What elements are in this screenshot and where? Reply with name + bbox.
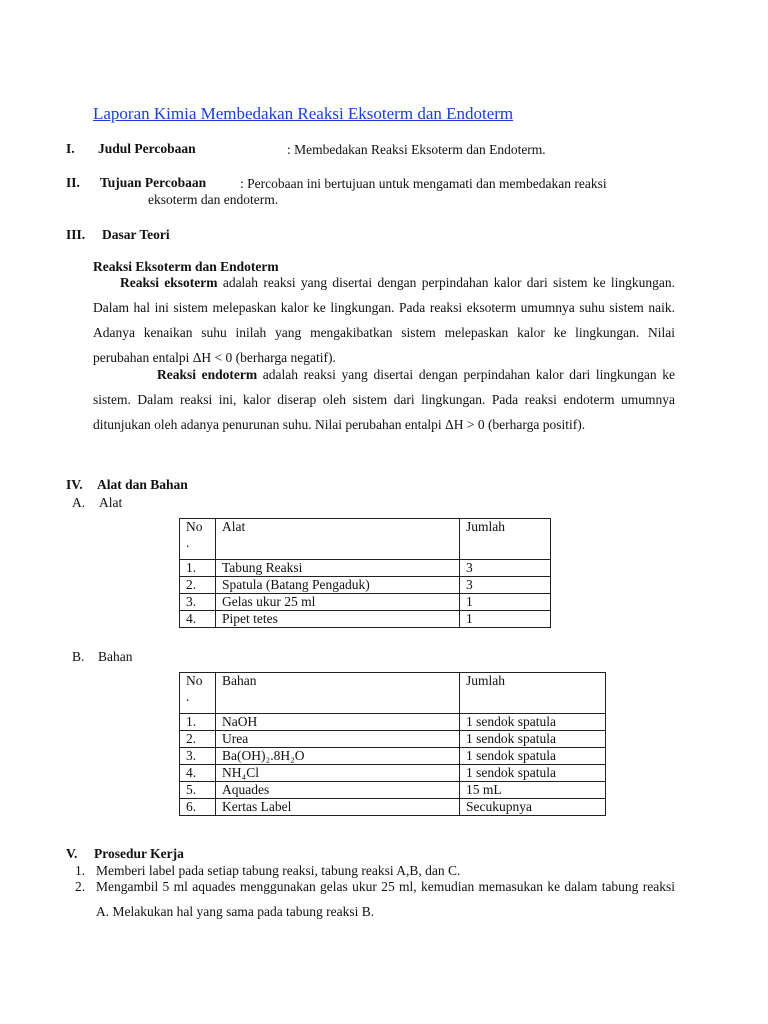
theory-paragraph-1	[93, 270, 675, 370]
section-5-label: Prosedur Kerja	[94, 846, 184, 861]
header-alat: Alat	[216, 519, 460, 560]
section-3-number: III.	[66, 227, 86, 242]
table-row: 1. Tabung Reaksi 3	[180, 560, 551, 577]
theory-subtitle: Reaksi Eksoterm dan Endoterm	[93, 259, 279, 274]
section-1-number: I.	[66, 141, 75, 156]
alat-label: Alat	[99, 495, 123, 510]
section-4-label: Alat dan Bahan	[97, 477, 188, 492]
section-2-text-line1: : Percobaan ini bertujuan untuk mengamati dan membedakan reaksi	[240, 176, 607, 191]
table-row: 4. NH₄Cl 1 sendok spatula	[180, 765, 606, 782]
section-3-label: Dasar Teori	[102, 227, 170, 242]
procedure-1-text: Memberi label pada setiap tabung reaksi, tabung reaksi A,B, dan C.	[96, 863, 461, 878]
table-row: 2. Urea 1 sendok spatula	[180, 731, 606, 748]
bahan-label: Bahan	[98, 649, 133, 664]
document-title: Laporan Kimia Membedakan Reaksi Eksoterm dan Endoterm	[93, 104, 514, 123]
section-5-number: V.	[66, 846, 78, 861]
exotherm-definition: adalah reaksi yang disertai dengan perpindahan kalor dari sistem ke lingkungan. Dalam hal ini sistem melepaskan kalor ke lingkungan. Pada reaksi eksoterm umumnya suhu sistem naik. Adanya kenaikan suhu inilah yang mengakibatkan sistem melepaskan kalor ke lingkungan. Nilai perubahan entalpi ΔH < 0 (berharga negatif).	[93, 275, 676, 365]
header-bahan: Bahan	[216, 673, 460, 714]
section-1-text: : Membedakan Reaksi Eksoterm dan Endoterm.	[287, 142, 546, 157]
header-no: No .	[180, 673, 216, 714]
table-row: 5. Aquades 15 mL	[180, 782, 606, 799]
table-row: 4. Pipet tetes 1	[180, 611, 551, 628]
endotherm-definition: adalah reaksi yang disertai dengan perpindahan kalor dari lingkungan ke sistem. Dalam reaksi ini, kalor diserap oleh sistem dari lingkungan. Pada reaksi endoterm umumnya ditunjukan oleh adanya penurunan suhu. Nilai perubahan entalpi ΔH > 0 (berharga positif).	[93, 367, 675, 432]
header-jumlah: Jumlah	[460, 673, 606, 714]
table-row: 6. Kertas Label Secukupnya	[180, 799, 606, 816]
endotherm-term: Reaksi endoterm	[157, 367, 258, 382]
header-no: No .	[180, 519, 216, 560]
header-jumlah: Jumlah	[460, 519, 551, 560]
table-row: 3. Ba(OH)₂.8H₂O 1 sendok spatula	[180, 748, 606, 765]
alat-letter: A.	[72, 495, 86, 510]
procedure-2-number: 2.	[75, 879, 86, 894]
section-1-label: Judul Percobaan	[98, 141, 196, 156]
bahan-letter: B.	[72, 649, 85, 664]
alat-table	[179, 518, 551, 628]
section-2-label: Tujuan Percobaan	[100, 175, 207, 190]
bahan-table	[179, 672, 606, 816]
table-row: 2. Spatula (Batang Pengaduk) 3	[180, 577, 551, 594]
table-header-row	[180, 673, 606, 714]
section-4-number: IV.	[66, 477, 83, 492]
section-2-text-line2: eksoterm dan endoterm.	[148, 192, 279, 207]
table-row: 3. Gelas ukur 25 ml 1	[180, 594, 551, 611]
table-header-row	[180, 519, 551, 560]
theory-paragraph-2	[93, 362, 675, 437]
procedure-2-text: Mengambil 5 ml aquades menggunakan gelas ukur 25 ml, kemudian memasukan ke dalam tabung reaksi A. Melakukan hal yang sama pada tabung reaksi B.	[96, 879, 675, 919]
exotherm-term: Reaksi eksoterm	[120, 275, 218, 290]
table-row: 1. NaOH 1 sendok spatula	[180, 714, 606, 731]
procedure-1-number: 1.	[75, 863, 86, 878]
section-2-number: II.	[66, 175, 80, 190]
